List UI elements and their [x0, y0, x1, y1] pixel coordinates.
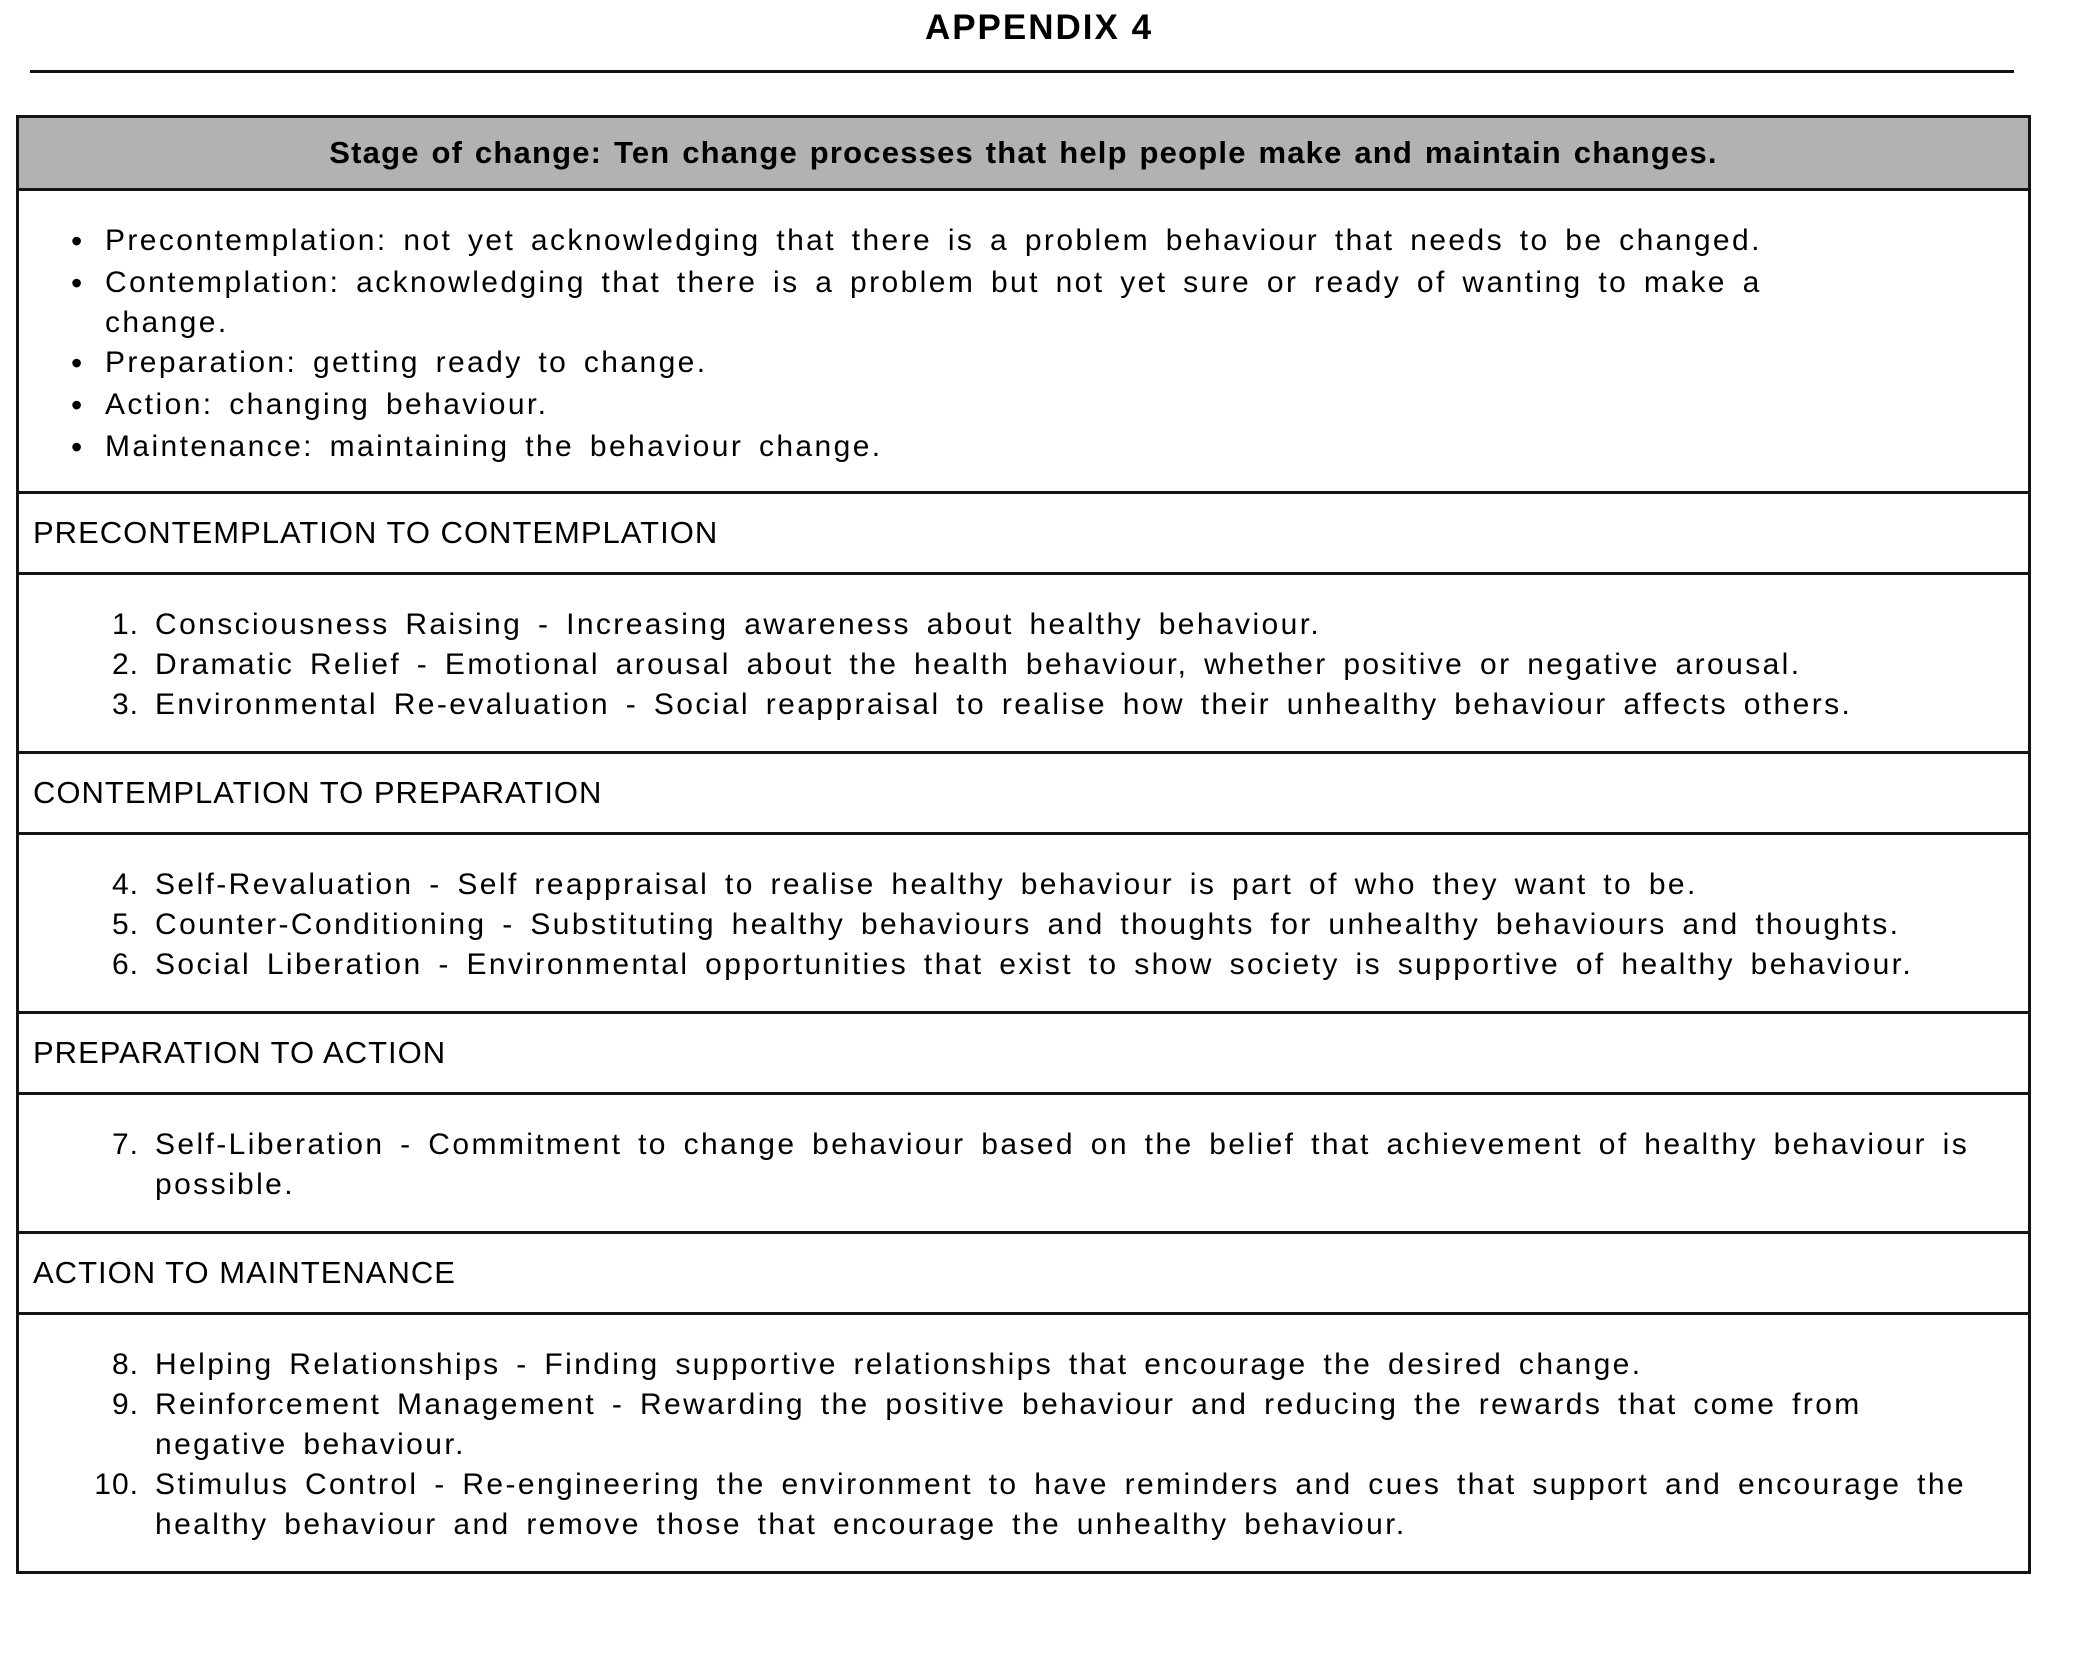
item-text: Consciousness Raising - Increasing awareness about healthy behaviour. [155, 608, 1322, 641]
stage-text: Preparation: getting ready to change. [105, 346, 708, 379]
item-text: Dramatic Relief - Emotional arousal about the health behaviour, whether positive or negative arousal. [155, 648, 1802, 681]
item-number: 4. [111, 868, 139, 901]
page-title: APPENDIX 4 [924, 8, 1154, 47]
section-items-cell [18, 574, 2030, 753]
stage-text: Precontemplation: not yet acknowledging that there is a problem behaviour that needs to be changed. [105, 224, 1762, 257]
stage-bullet-precontemplation [71, 221, 1898, 263]
stages-row [18, 190, 2030, 493]
stage-of-change-table [16, 115, 2031, 1574]
item-text: Social Liberation - Environmental opportunities that exist to show society is supportive of healthy behaviour. [155, 948, 1914, 981]
stage-text: Contemplation: acknowledging that there is a problem but not yet sure or ready of wanting to make a change. [105, 266, 1762, 339]
process-item [39, 605, 1998, 645]
section-items-cell [18, 1094, 2030, 1233]
section-heading-preparation-to-action: PREPARATION TO ACTION [18, 1013, 2030, 1094]
item-text: Environmental Re-evaluation - Social reappraisal to realise how their unhealthy behaviour affects others. [155, 688, 1853, 721]
item-number: 3. [111, 688, 139, 721]
item-text: Self-Revaluation - Self reappraisal to realise healthy behaviour is part of who they want to be. [155, 868, 1698, 901]
section-heading-row [18, 493, 2030, 574]
section-heading-action-to-maintenance: ACTION TO MAINTENANCE [18, 1233, 2030, 1314]
stage-bullet-maintenance [71, 427, 1898, 469]
title-divider [30, 70, 2014, 73]
item-number: 9. [111, 1388, 139, 1421]
stages-cell [18, 190, 2030, 493]
table-title: Stage of change: Ten change processes that help people make and maintain changes. [18, 117, 2030, 190]
process-item [39, 1385, 1998, 1465]
bullet-icon [71, 427, 105, 469]
section-heading-contemplation-to-preparation: CONTEMPLATION TO PREPARATION [18, 753, 2030, 834]
bullet-icon [71, 343, 105, 385]
process-item [39, 1465, 1998, 1545]
section-heading-row [18, 1233, 2030, 1314]
item-number: 10. [94, 1468, 139, 1501]
item-text: Helping Relationships - Finding supportive relationships that encourage the desired change. [155, 1348, 1643, 1381]
process-item [39, 865, 1998, 905]
section-heading-precontemplation-to-contemplation: PRECONTEMPLATION TO CONTEMPLATION [18, 493, 2030, 574]
bullet-icon [71, 385, 105, 427]
section-heading-row [18, 1013, 2030, 1094]
bullet-icon [71, 263, 105, 305]
process-item [39, 645, 1998, 685]
item-text: Counter-Conditioning - Substituting healthy behaviours and thoughts for unhealthy behaviours and thoughts. [155, 908, 1901, 941]
item-number: 8. [111, 1348, 139, 1381]
stage-bullet-contemplation [71, 263, 1898, 343]
item-text: Self-Liberation - Commitment to change behaviour based on the belief that achievement of healthy behaviour is possible. [155, 1128, 1970, 1201]
stage-bullet-preparation [71, 343, 1898, 385]
section-heading-row [18, 753, 2030, 834]
item-number: 2. [111, 648, 139, 681]
item-number: 6. [111, 948, 139, 981]
table-title-row [18, 117, 2030, 190]
section-items-row [18, 834, 2030, 1013]
stage-bullet-action [71, 385, 1898, 427]
process-item [39, 685, 1998, 725]
section-items-row [18, 1314, 2030, 1573]
process-item [39, 1345, 1998, 1385]
stage-text: Action: changing behaviour. [105, 388, 549, 421]
bullet-icon [71, 221, 105, 263]
item-text: Stimulus Control - Re-engineering the environment to have reminders and cues that support and encourage the healthy behaviour and remove those that encourage the unhealthy behaviour. [155, 1468, 1966, 1541]
process-item [39, 945, 1998, 985]
section-items-cell [18, 834, 2030, 1013]
process-item [39, 905, 1998, 945]
item-text: Reinforcement Management - Rewarding the positive behaviour and reducing the rewards that come from negative behaviour. [155, 1388, 1862, 1461]
section-items-cell [18, 1314, 2030, 1573]
section-items-row [18, 1094, 2030, 1233]
process-item [39, 1125, 1998, 1205]
item-number: 1. [111, 608, 139, 641]
section-items-row [18, 574, 2030, 753]
stage-text: Maintenance: maintaining the behaviour change. [105, 430, 883, 463]
item-number: 7. [111, 1128, 139, 1161]
item-number: 5. [111, 908, 139, 941]
